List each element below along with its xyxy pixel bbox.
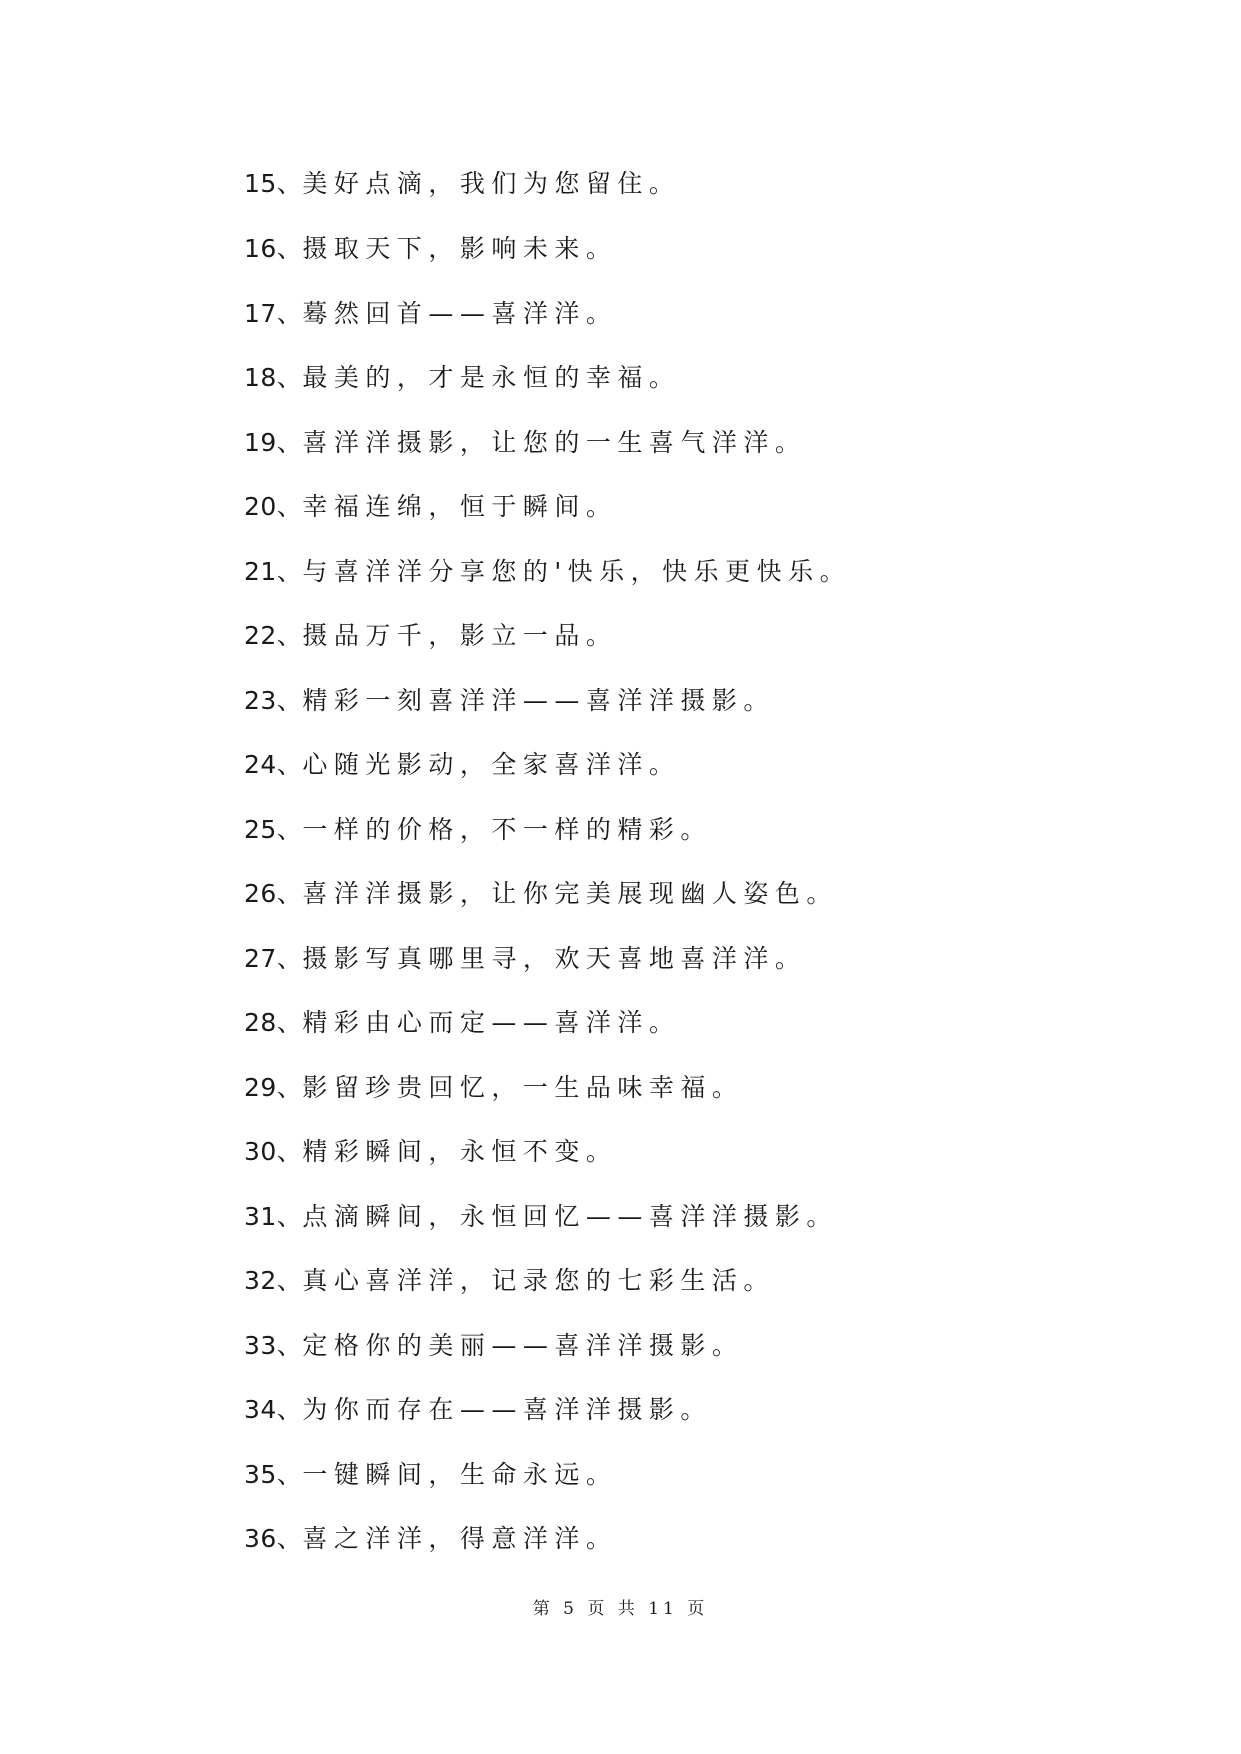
item-text: 一样的价格，不一样的精彩。 [302, 815, 712, 844]
list-item [244, 487, 617, 527]
item-number: 30、 [244, 1137, 303, 1166]
item-number: 29、 [244, 1073, 303, 1102]
item-text: 最美的，才是永恒的幸福。 [302, 363, 681, 392]
item-text: 精彩一刻喜洋洋——喜洋洋摄影。 [302, 686, 775, 715]
item-number: 22、 [244, 621, 303, 650]
item-text: 点滴瞬间，永恒回忆——喜洋洋摄影。 [302, 1202, 838, 1231]
list-item [244, 1197, 838, 1237]
item-number: 24、 [244, 750, 303, 779]
item-number: 35、 [244, 1460, 303, 1489]
item-text: 幸福连绵，恒于瞬间。 [302, 492, 618, 521]
item-text: 喜洋洋摄影，让您的一生喜气洋洋。 [302, 428, 807, 457]
list-item [244, 874, 838, 914]
item-number: 23、 [244, 686, 303, 715]
item-number: 15、 [244, 169, 303, 198]
list-item [244, 681, 775, 721]
item-number: 18、 [244, 363, 303, 392]
list-item [244, 358, 680, 398]
item-text: 摄影写真哪里寻，欢天喜地喜洋洋。 [302, 944, 807, 973]
list-item [244, 810, 712, 850]
item-number: 28、 [244, 1008, 303, 1037]
item-text: 精彩由心而定——喜洋洋。 [302, 1008, 681, 1037]
item-number: 33、 [244, 1331, 303, 1360]
item-text: 为你而存在——喜洋洋摄影。 [302, 1395, 712, 1424]
item-text: 摄品万千，影立一品。 [302, 621, 618, 650]
list-item [244, 1519, 617, 1559]
list-item [244, 1326, 743, 1366]
item-number: 32、 [244, 1266, 303, 1295]
item-text: 影留珍贵回忆，一生品味幸福。 [302, 1073, 744, 1102]
item-text: 蓦然回首——喜洋洋。 [302, 299, 618, 328]
item-number: 17、 [244, 299, 303, 328]
page-footer: 第 5 页 共 11 页 [532, 1599, 709, 1619]
item-text: 喜洋洋摄影，让你完美展现幽人姿色。 [302, 879, 838, 908]
item-text: 定格你的美丽——喜洋洋摄影。 [302, 1331, 744, 1360]
item-text: 摄取天下，影响未来。 [302, 234, 618, 263]
item-text: 喜之洋洋，得意洋洋。 [302, 1524, 618, 1553]
list-item [244, 1455, 617, 1495]
item-number: 26、 [244, 879, 303, 908]
item-text: 美好点滴，我们为您留住。 [302, 169, 681, 198]
list-item [244, 1261, 775, 1301]
list-item [244, 229, 617, 269]
item-number: 20、 [244, 492, 303, 521]
list-item [244, 423, 806, 463]
item-number: 27、 [244, 944, 303, 973]
list-item [244, 552, 851, 592]
list-item [244, 616, 617, 656]
list-item [244, 1390, 712, 1430]
item-number: 34、 [244, 1395, 303, 1424]
item-number: 31、 [244, 1202, 303, 1231]
list-item [244, 1068, 743, 1108]
item-number: 36、 [244, 1524, 303, 1553]
item-text: 精彩瞬间，永恒不变。 [302, 1137, 618, 1166]
item-number: 16、 [244, 234, 303, 263]
list-item [244, 1132, 617, 1172]
list-item [244, 745, 680, 785]
item-number: 25、 [244, 815, 303, 844]
list-item [244, 939, 806, 979]
list-item [244, 1003, 680, 1043]
list-item [244, 294, 617, 334]
item-text: 真心喜洋洋，记录您的七彩生活。 [302, 1266, 775, 1295]
item-number: 21、 [244, 557, 303, 586]
item-text: 与喜洋洋分享您的'快乐，快乐更快乐。 [302, 557, 852, 586]
item-text: 心随光影动，全家喜洋洋。 [302, 750, 681, 779]
list-item [244, 164, 680, 204]
item-number: 19、 [244, 428, 303, 457]
item-text: 一键瞬间，生命永远。 [302, 1460, 618, 1489]
